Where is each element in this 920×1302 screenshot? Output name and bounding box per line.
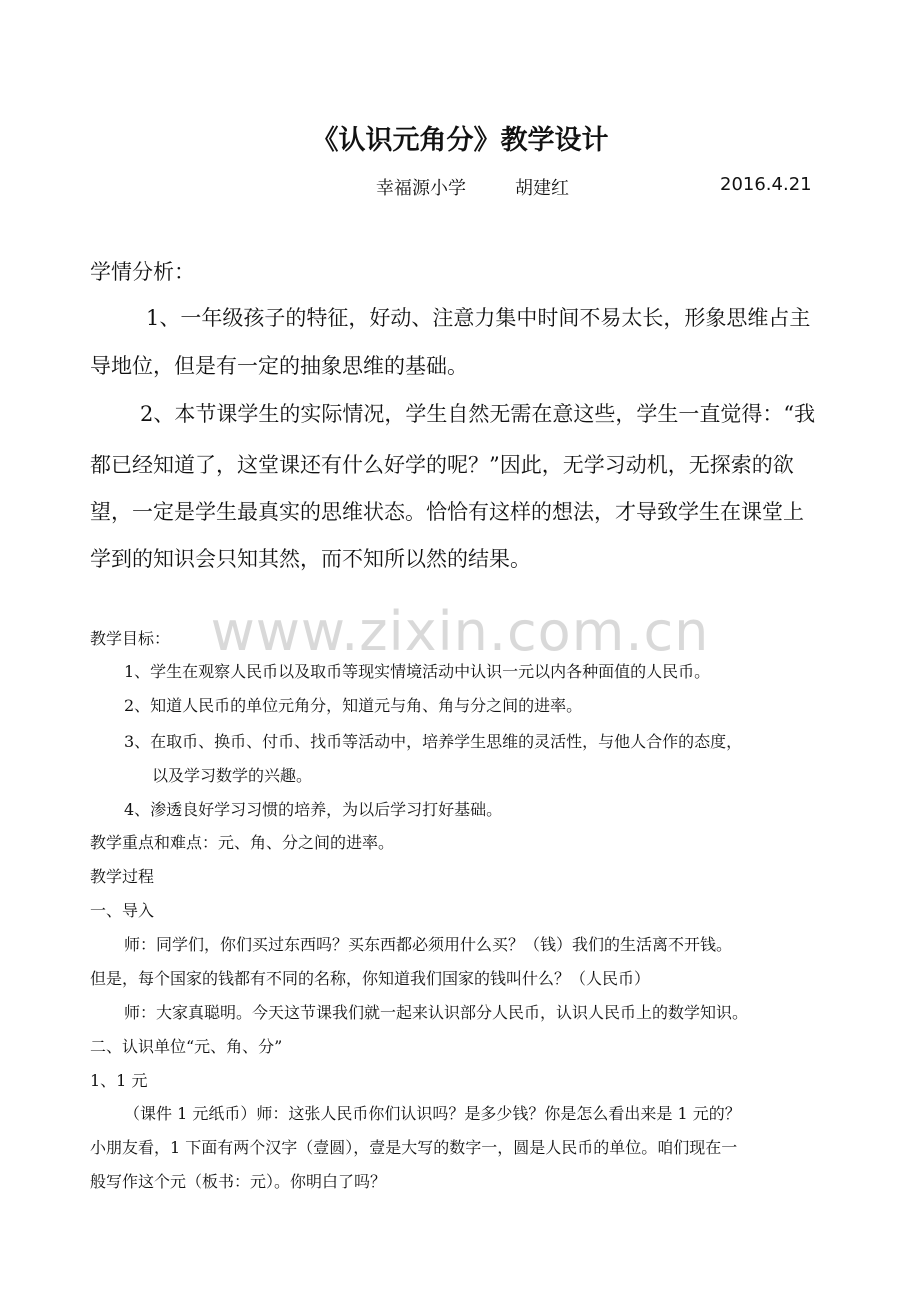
goal-2: 2、知道人民币的单位元角分，知道元与角、角与分之间的进率。 bbox=[124, 696, 583, 715]
step-2-heading: 二、认识单位“元、角、分” bbox=[90, 1037, 283, 1056]
sub-heading-1-yuan: 1、1 元 bbox=[90, 1071, 148, 1090]
paragraph-3-line-3: 般写作这个元（板书：元）。你明白了吗？ bbox=[90, 1172, 387, 1191]
paragraph-3-line-2: 小朋友看，1 下面有两个汉字（壹圆），壹是大写的数字一，圆是人民币的单位。咱们现在一 bbox=[90, 1138, 738, 1157]
paragraph-1-line-2: 但是，每个国家的钱都有不同的名称，你知道我们国家的钱叫什么？（人民币） bbox=[90, 969, 651, 988]
analysis-2-line-3: 望，一定是学生最真实的思维状态。恰恰有这样的想法，才导致学生在课堂上 bbox=[90, 500, 804, 524]
section-heading-process: 教学过程 bbox=[90, 867, 155, 886]
goal-3-line-2: 以及学习数学的兴趣。 bbox=[152, 766, 313, 785]
section-heading-goals: 教学目标： bbox=[90, 629, 171, 648]
analysis-2-line-4: 学到的知识会只知其然，而不知所以然的结果。 bbox=[90, 547, 531, 571]
analysis-2-line-2: 都已经知道了，这堂课还有什么好学的呢？”因此，无学习动机，无探索的欲 bbox=[90, 453, 794, 477]
document-date: 2016.4.21 bbox=[720, 174, 812, 195]
paragraph-1-line-1: 师：同学们，你们买过东西吗？买东西都必须用什么买？（钱）我们的生活离不开钱。 bbox=[124, 935, 733, 954]
analysis-1-line-2: 导地位，但是有一定的抽象思维的基础。 bbox=[90, 354, 468, 378]
paragraph-2-line-1: 师：大家真聪明。今天这节课我们就一起来认识部分人民币，认识人民币上的数学知识。 bbox=[124, 1003, 749, 1022]
step-1-heading: 一、导入 bbox=[90, 901, 155, 920]
goal-3-line-1: 3、在取币、换币、付币、找币等活动中，培养学生思维的灵活性，与他人合作的态度， bbox=[124, 732, 743, 751]
paragraph-3-line-1: （课件 1 元纸币）师：这张人民币你们认识吗？是多少钱？你是怎么看出来是 1 元的？ bbox=[124, 1104, 741, 1123]
school-name: 幸福源小学 bbox=[376, 178, 466, 199]
watermark: www.zixin.com.cn bbox=[210, 600, 710, 663]
analysis-2-line-1: 2、本节课学生的实际情况，学生自然无需在意这些，学生一直觉得：“我 bbox=[140, 402, 816, 426]
author-name: 胡建红 bbox=[515, 178, 569, 199]
analysis-1-line-1: 1、一年级孩子的特征，好动、注意力集中时间不易太长，形象思维占主 bbox=[146, 306, 811, 330]
key-points: 教学重点和难点：元、角、分之间的进率。 bbox=[90, 833, 395, 852]
goal-4: 4、渗透良好学习习惯的培养，为以后学习打好基础。 bbox=[124, 800, 503, 819]
section-heading-analysis: 学情分析： bbox=[90, 260, 195, 284]
document-title: 《认识元角分》教学设计 bbox=[311, 125, 609, 156]
goal-1: 1、学生在观察人民币以及取币等现实情境活动中认识一元以内各种面值的人民币。 bbox=[124, 662, 711, 681]
